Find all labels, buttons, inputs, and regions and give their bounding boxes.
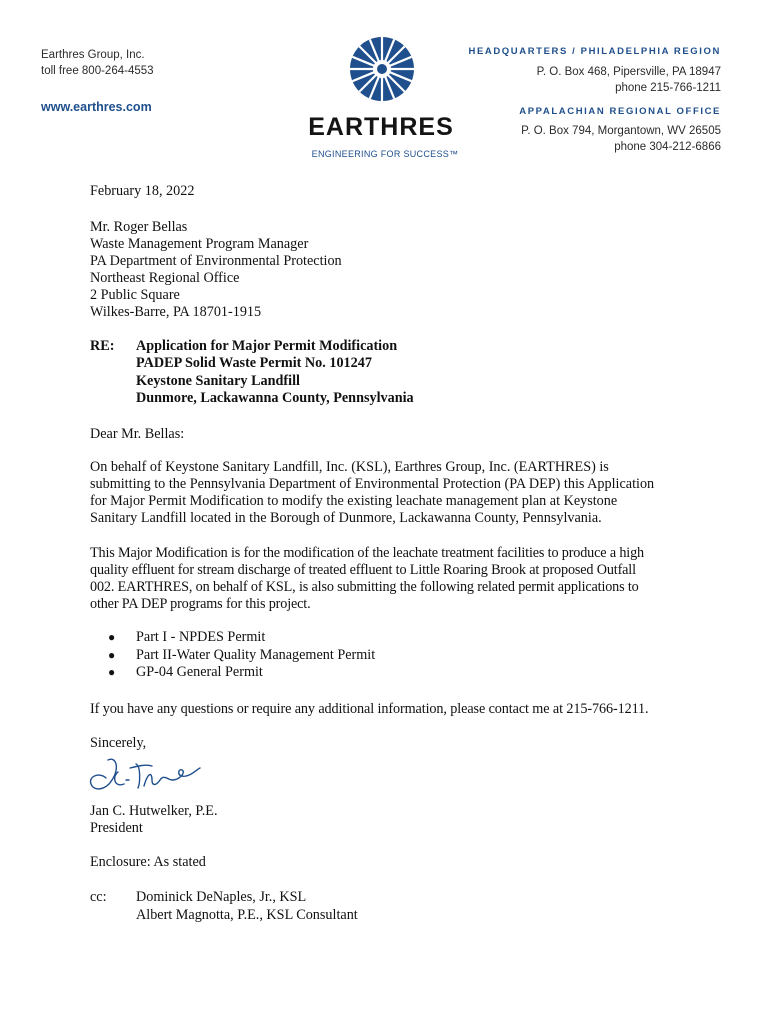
paragraph-line: quality effluent for stream discharge of treated effluent to Little Roaring Brook at proposed Outfall bbox=[90, 562, 636, 578]
company-name: Earthres Group, Inc. bbox=[41, 49, 145, 61]
cc-label: cc: bbox=[90, 889, 107, 905]
toll-free-phone: toll free 800-264-4553 bbox=[41, 65, 154, 77]
re-line: Keystone Sanitary Landfill bbox=[136, 372, 300, 389]
list-item: ● Part I - NPDES Permit bbox=[108, 629, 266, 645]
list-item: ● GP-04 General Permit bbox=[108, 664, 263, 681]
re-line: Application for Major Permit Modification bbox=[136, 338, 398, 354]
bullet-icon: ● bbox=[108, 647, 116, 662]
logo-wordmark: EARTHRES bbox=[308, 113, 454, 141]
re-line: Dunmore, Lackawanna County, Pennsylvania bbox=[136, 389, 414, 406]
website-link[interactable]: www.earthres.com bbox=[41, 100, 152, 114]
bullet-icon: ● bbox=[108, 665, 116, 680]
cc-recipient: Albert Magnotta, P.E., KSL Consultant bbox=[136, 906, 358, 923]
recipient-line: Wilkes-Barre, PA 18701-1915 bbox=[90, 304, 262, 320]
re-subject-block bbox=[136, 338, 414, 407]
paragraph-line: Sanitary Landfill located in the Borough of Dunmore, Lackawanna County, Pennsylvania. bbox=[90, 510, 602, 526]
recipient-line: 2 Public Square bbox=[90, 287, 180, 303]
re-line: PADEP Solid Waste Permit No. 101247 bbox=[136, 355, 372, 372]
bullet-icon: ● bbox=[108, 630, 116, 644]
paragraph-line: submitting to the Pennsylvania Department of Environmental Protection (PA DEP) this Application bbox=[90, 476, 655, 492]
hq-phone: phone 215-766-1211 bbox=[615, 82, 721, 94]
hq-title: HEADQUARTERS / PHILADELPHIA REGION bbox=[468, 46, 721, 57]
signer-title: President bbox=[90, 820, 143, 836]
earthres-globe-logo-icon bbox=[349, 36, 415, 107]
permit-list bbox=[108, 629, 375, 682]
paragraph-line: 002. EARTHRES, on behalf of KSL, is also submitting the following related permit applications to bbox=[90, 579, 639, 595]
paragraph-line: other PA DEP programs for this project. bbox=[90, 596, 311, 612]
closing: Sincerely, bbox=[90, 735, 147, 751]
cc-recipient: Dominick DeNaples, Jr., KSL bbox=[136, 889, 307, 905]
letter-date: February 18, 2022 bbox=[90, 183, 195, 199]
recipient-line: PA Department of Environmental Protection bbox=[90, 253, 342, 269]
re-label: RE: bbox=[90, 338, 115, 354]
paragraph-line: This Major Modification is for the modification of the leachate treatment facilities to produce a high bbox=[90, 545, 644, 561]
list-item: ● Part II-Water Quality Management Permit bbox=[108, 646, 376, 663]
appalachian-address: P. O. Box 794, Morgantown, WV 26505 bbox=[521, 125, 721, 137]
recipient-line: Waste Management Program Manager bbox=[90, 236, 309, 252]
appalachian-title: APPALACHIAN REGIONAL OFFICE bbox=[519, 106, 721, 117]
logo-tagline: ENGINEERING FOR SUCCESS™ bbox=[311, 149, 459, 159]
recipient-line: Mr. Roger Bellas bbox=[90, 219, 188, 235]
paragraph-2 bbox=[90, 545, 680, 613]
salutation: Dear Mr. Bellas: bbox=[90, 426, 185, 442]
cc-list bbox=[136, 889, 358, 924]
signature-icon bbox=[86, 750, 206, 810]
appalachian-phone: phone 304-212-6866 bbox=[614, 141, 721, 153]
recipient-line: Northeast Regional Office bbox=[90, 270, 240, 286]
recipient-block bbox=[90, 219, 680, 321]
paragraph-line: On behalf of Keystone Sanitary Landfill, Inc. (KSL), Earthres Group, Inc. (EARTHRES) is bbox=[90, 459, 609, 475]
enclosure-note: Enclosure: As stated bbox=[90, 854, 206, 870]
paragraph-3: If you have any questions or require any additional information, please contact me at 215-766-1211. bbox=[90, 701, 649, 717]
signer-name: Jan C. Hutwelker, P.E. bbox=[90, 803, 218, 819]
paragraph-1 bbox=[90, 459, 680, 527]
paragraph-line: for Major Permit Modification to modify the existing leachate management plan at Keystone bbox=[90, 493, 618, 509]
hq-address: P. O. Box 468, Pipersville, PA 18947 bbox=[536, 66, 721, 78]
